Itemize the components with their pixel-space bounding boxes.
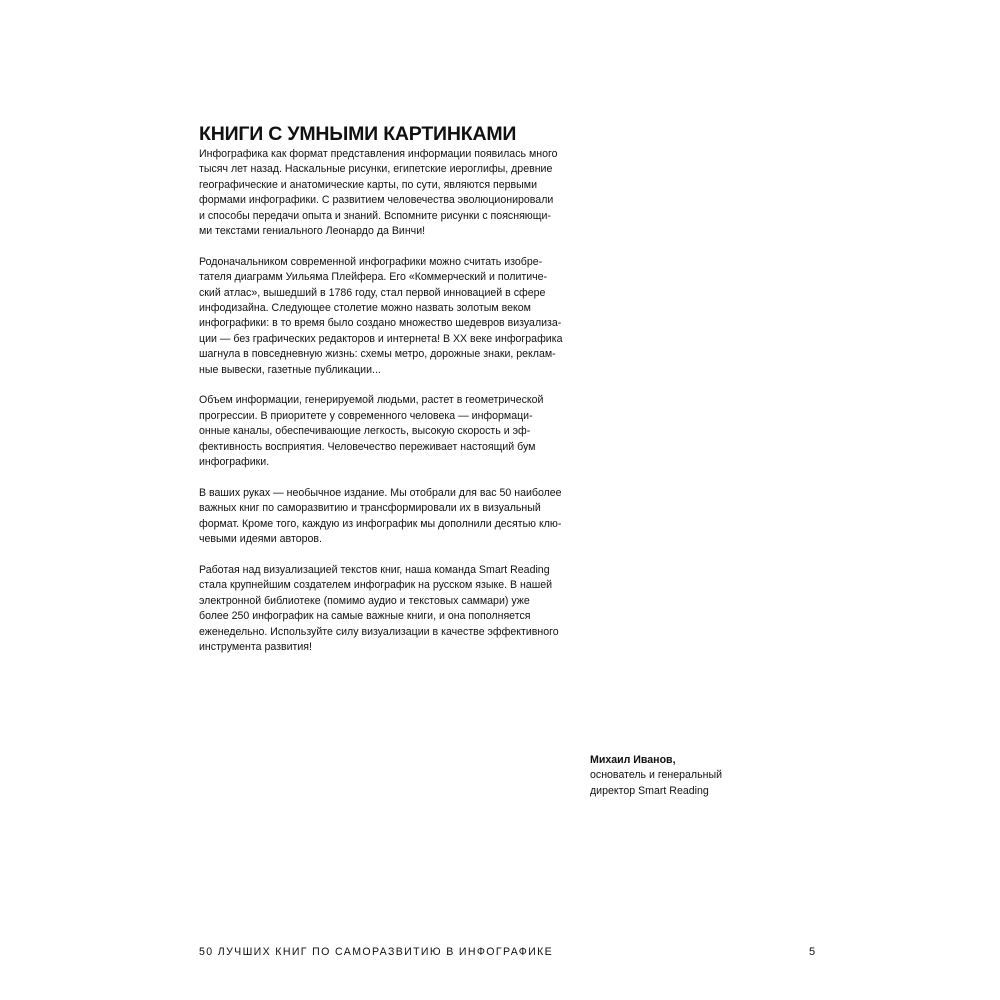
article-title: КНИГИ С УМНЫМИ КАРТИНКАМИ — [199, 123, 517, 145]
text-line: Родоначальником современной инфографики можно считать изобре- — [199, 255, 543, 268]
text-line: фективность восприятия. Человечество переживает настоящий бум — [199, 440, 536, 453]
paragraph-1 — [199, 147, 559, 239]
text-line: инфодизайна. Следующее столетие можно назвать золотым веком — [199, 302, 531, 315]
text-line: инструмента развития! — [199, 640, 312, 653]
text-line: прогрессии. В приоритете у современного человека — информаци- — [199, 409, 533, 422]
text-line: ский атлас», вышедший в 1786 году, стал первой инновацией в сфере — [199, 286, 546, 299]
text-line: формами инфографики. С развитием человечества эволюционировали — [199, 194, 554, 207]
text-line: В ваших руках — необычное издание. Мы отобрали для вас 50 наиболее — [199, 486, 562, 499]
text-line: важных книг по саморазвитию и трансформировали их в визуальный — [199, 502, 541, 515]
paragraph-4 — [199, 486, 562, 548]
text-line: чевыми идеями авторов. — [199, 533, 322, 546]
paragraph-3 — [199, 393, 559, 470]
author-signature — [590, 753, 722, 799]
text-line: Инфографика как формат представления информации появилась много — [199, 148, 558, 160]
author-name: Михаил Иванов, — [590, 754, 676, 766]
text-line: тысяч лет назад. Наскальные рисунки, египетские иероглифы, древние — [199, 163, 553, 176]
running-footer-title: 50 ЛУЧШИХ КНИГ ПО САМОРАЗВИТИЮ В ИНФОГРАФИКЕ — [199, 946, 554, 958]
text-line: Работая над визуализацией текстов книг, наша команда Smart Reading — [199, 563, 550, 576]
text-line: тателя диаграмм Уильяма Плейфера. Его «Коммерческий и политиче- — [199, 271, 548, 284]
text-line: географические и анатомические карты, по сути, являются первыми — [199, 178, 537, 191]
text-line: и способы передачи опыта и знаний. Вспомните рисунки с поясняющи- — [199, 209, 551, 222]
text-line: электронной библиотеке (помимо аудио и текстовых саммари) уже — [199, 594, 530, 607]
text-line: ми текстами гениального Леонардо да Винчи! — [199, 225, 426, 238]
author-role: директор Smart Reading — [590, 784, 709, 797]
paragraph-5 — [199, 563, 559, 655]
text-line: шагнула в повседневную жизнь: схемы метро, дорожные знаки, реклам- — [199, 348, 556, 361]
text-line: онные каналы, обеспечивающие легкость, высокую скорость и эф- — [199, 425, 531, 438]
text-line: еженедельно. Используйте силу визуализации в качестве эффективного — [199, 625, 559, 638]
text-line: более 250 инфографик на самые важные книги, и она пополняется — [199, 610, 531, 623]
text-line: Объем информации, генерируемой людьми, растет в геометрической — [199, 394, 544, 407]
page-number: 5 — [809, 946, 816, 958]
text-line: формат. Кроме того, каждую из инфографик мы дополнили десятью клю- — [199, 517, 562, 530]
paragraph-2 — [199, 255, 563, 378]
author-role: основатель и генеральный — [590, 769, 723, 782]
text-line: стала крупнейшим создателем инфографик на русском языке. В нашей — [199, 579, 553, 592]
text-line: инфографики. — [199, 456, 270, 469]
article — [199, 122, 563, 671]
text-line: ции — без графических редакторов и интернета! В XX веке инфографика — [199, 332, 563, 345]
text-line: ные вывески, газетные публикации... — [199, 363, 381, 376]
text-line: инфографики: в то время было создано множество шедевров визуализа- — [199, 317, 562, 330]
